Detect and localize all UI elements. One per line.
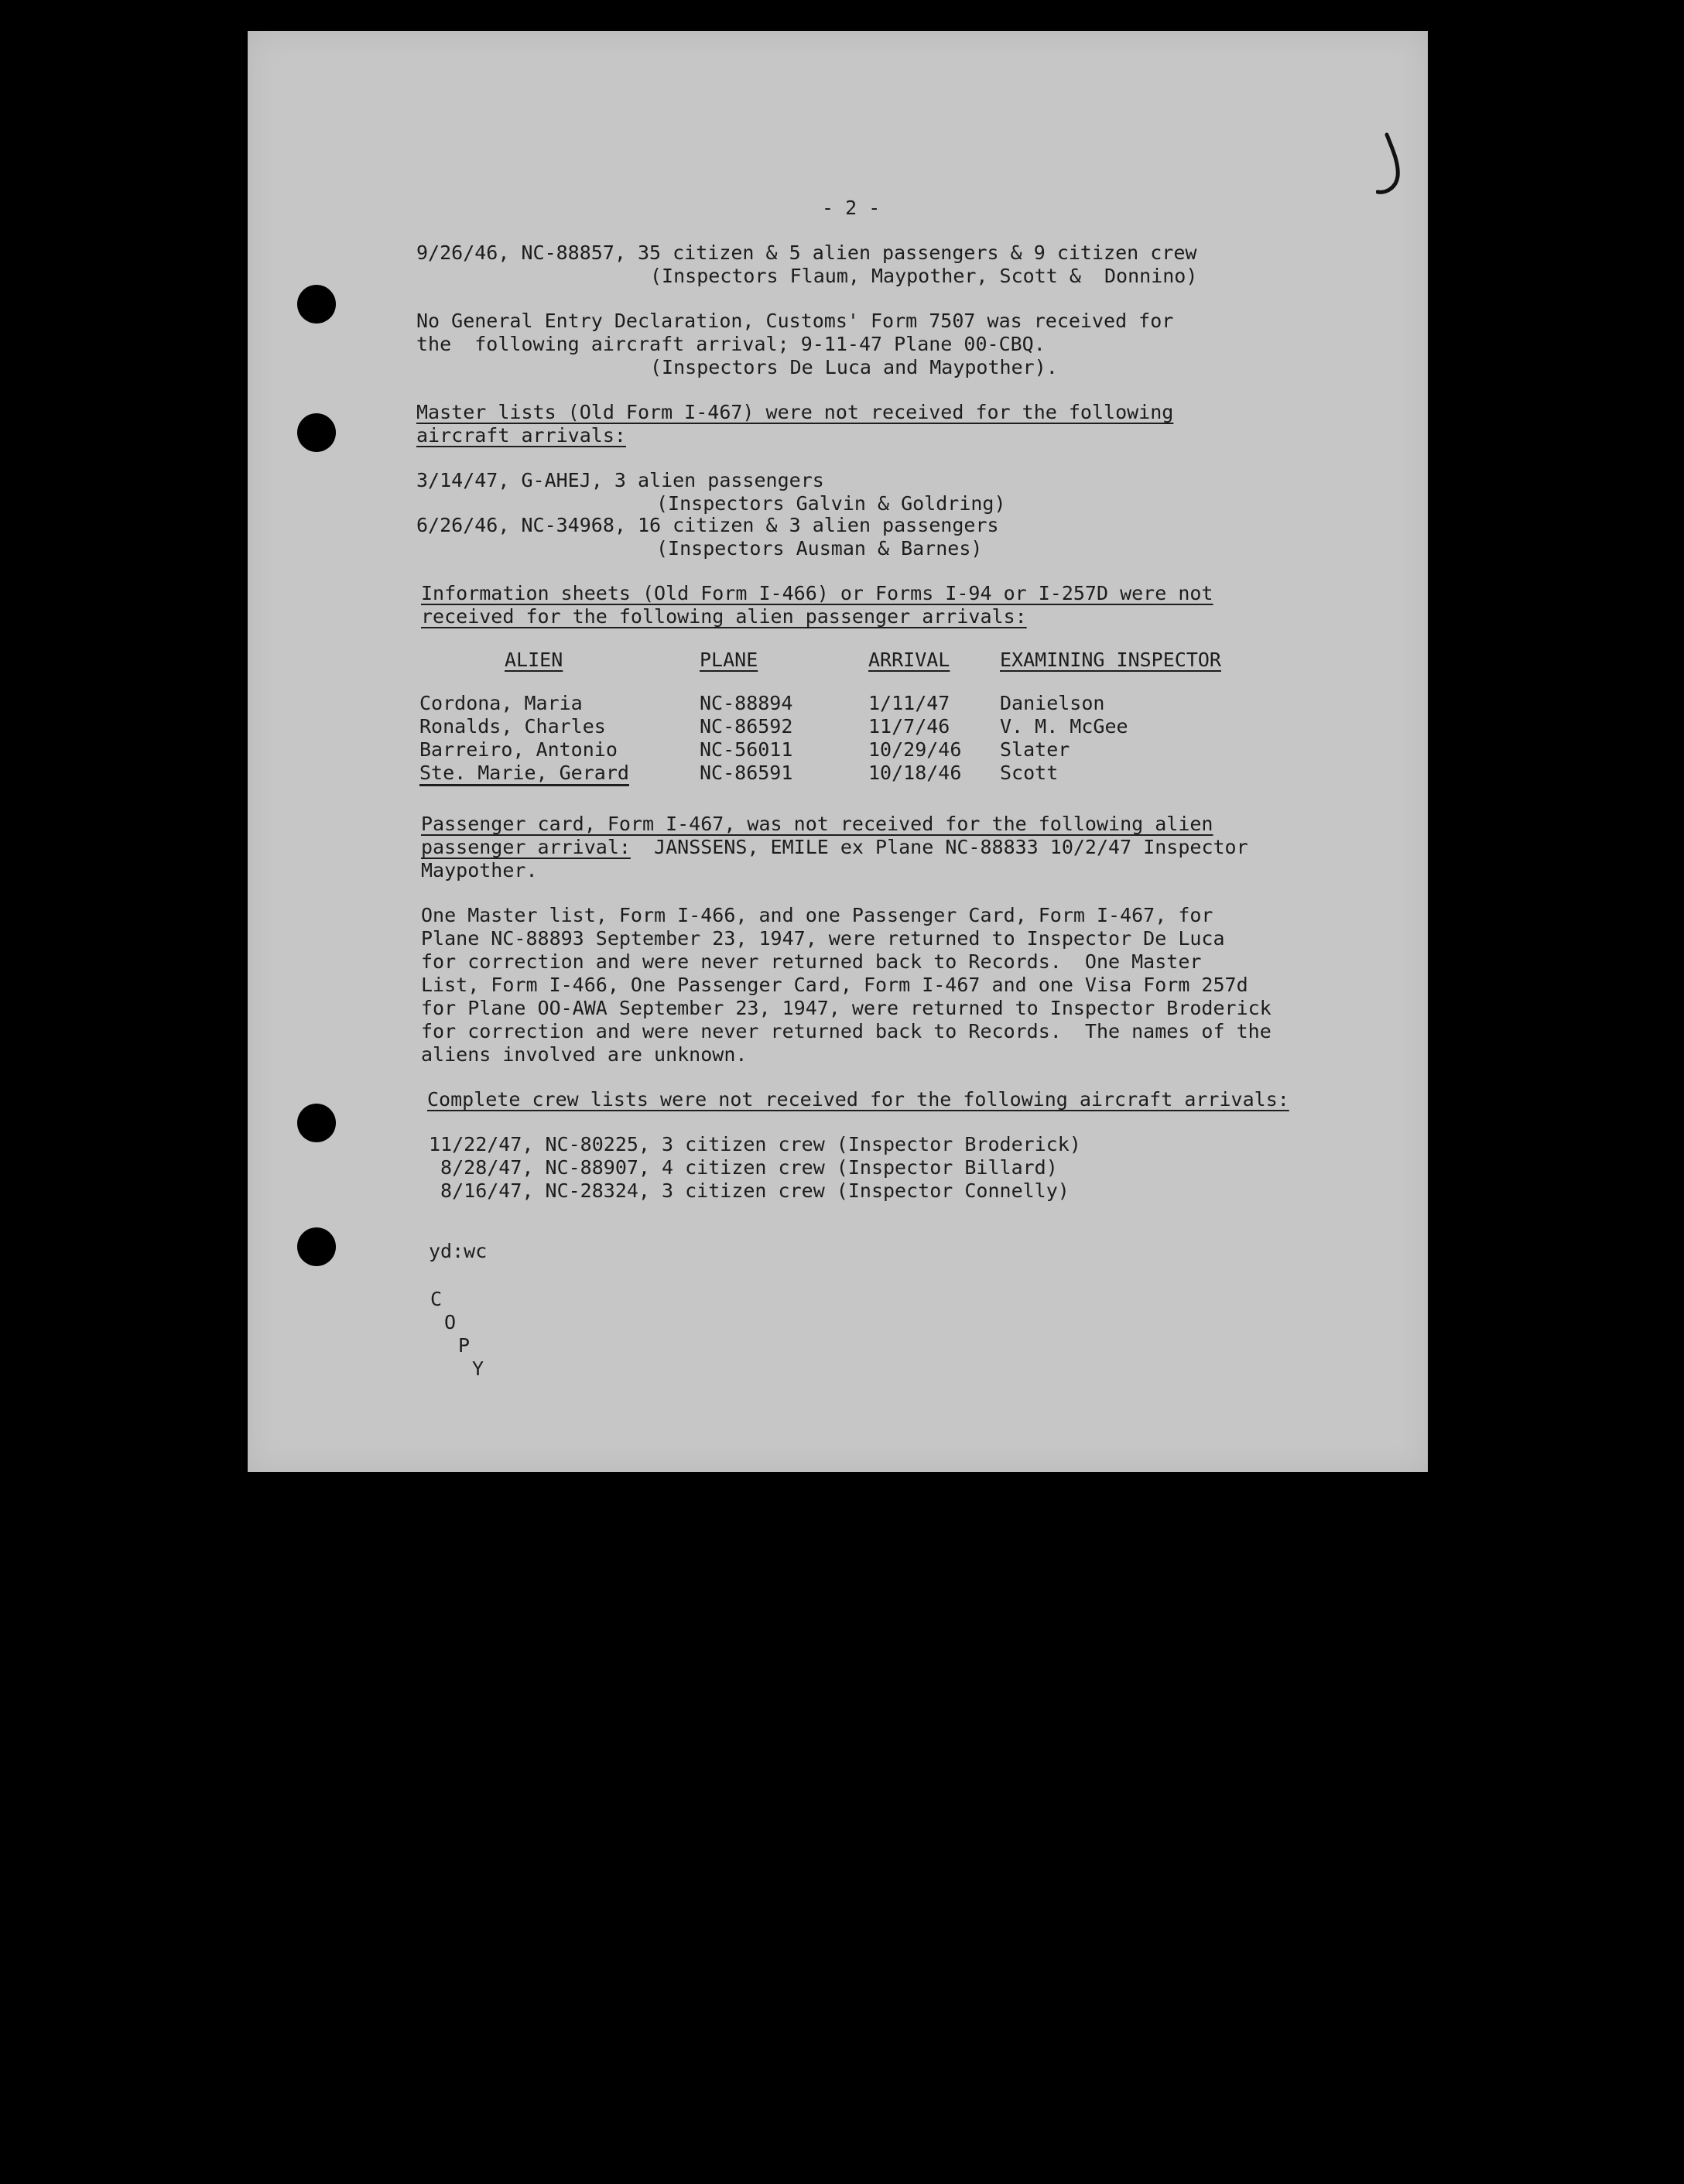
table-cell: NC-88894 [700, 692, 793, 714]
paragraph-line: Plane NC-88893 September 23, 1947, were returned to Inspector De Luca [421, 927, 1225, 950]
section-heading: Complete crew lists were not received for the following aircraft arrivals: [427, 1088, 1289, 1111]
table-cell: 10/29/46 [868, 738, 962, 761]
table-cell: Barreiro, Antonio [419, 738, 618, 761]
paragraph-line: for correction and were never returned back to Records. The names of the [421, 1020, 1272, 1042]
table-row [419, 738, 1248, 762]
pen-check-mark [1376, 132, 1408, 200]
crew-line: 8/28/47, NC-88907, 4 citizen crew (Inspector Billard) [429, 1156, 1058, 1179]
page-number: - 2 - [822, 197, 881, 219]
table-cell: V. M. McGee [1000, 715, 1128, 738]
column-header-inspector: EXAMINING INSPECTOR [1000, 649, 1221, 671]
table-cell: 11/7/46 [868, 715, 950, 738]
binder-hole [297, 1227, 336, 1266]
section-heading: Master lists (Old Form I-467) were not received for the following [416, 401, 1174, 423]
table-cell: NC-56011 [700, 738, 793, 761]
binder-hole [297, 1104, 336, 1142]
table-cell: NC-86592 [700, 715, 793, 738]
paragraph-line: aliens involved are unknown. [421, 1043, 748, 1066]
table-row [419, 715, 1248, 738]
paragraph-line: One Master list, Form I-466, and one Passenger Card, Form I-467, for [421, 904, 1213, 926]
section-heading: Information sheets (Old Form I-466) or Forms I-94 or I-257D were not [421, 582, 1213, 604]
binder-hole [297, 285, 336, 323]
table-cell: Ste. Marie, Gerard [419, 762, 629, 784]
copy-letter: C [430, 1288, 443, 1310]
entry-line: (Inspectors Ausman & Barnes) [656, 537, 983, 560]
column-header-plane: PLANE [700, 649, 758, 671]
copy-letter: P [458, 1334, 471, 1357]
paragraph-line: No General Entry Declaration, Customs' Form 7507 was received for [416, 310, 1174, 332]
entry-line: 6/26/46, NC-34968, 16 citizen & 3 alien passengers [416, 514, 999, 536]
paragraph-line: for Plane OO-AWA September 23, 1947, were returned to Inspector Broderick [421, 997, 1272, 1019]
entry-line: (Inspectors Flaum, Maypother, Scott & Donnino) [650, 265, 1198, 287]
table-cell: Scott [1000, 762, 1059, 784]
alien-arrivals-table [419, 649, 1248, 785]
section-heading: received for the following alien passenger arrivals: [421, 605, 1027, 628]
copy-letter: Y [472, 1357, 484, 1380]
table-cell: Slater [1000, 738, 1070, 761]
entry-line: (Inspectors Galvin & Goldring) [656, 492, 1006, 515]
table-cell: 10/18/46 [868, 762, 962, 784]
crew-line: 8/16/47, NC-28324, 3 citizen crew (Inspector Connelly) [429, 1179, 1070, 1202]
table-header-row [419, 649, 1248, 672]
paragraph-line: for correction and were never returned back to Records. One Master [421, 950, 1202, 973]
section-heading-fragment: passenger arrival: [421, 836, 631, 858]
paragraph-line [421, 836, 1248, 859]
entry-line: 3/14/47, G-AHEJ, 3 alien passengers [416, 469, 824, 491]
table-row [419, 692, 1248, 715]
table-cell: Ronalds, Charles [419, 715, 606, 738]
paragraph-line: Maypother. [421, 859, 538, 881]
paragraph-line: (Inspectors De Luca and Maypother). [650, 356, 1058, 378]
table-cell: Cordona, Maria [419, 692, 583, 714]
table-cell: Danielson [1000, 692, 1105, 714]
column-header-alien: ALIEN [505, 649, 563, 671]
typist-initials: yd:wc [429, 1240, 488, 1262]
table-cell: NC-86591 [700, 762, 793, 784]
paragraph-fragment: JANSSENS, EMILE ex Plane NC-88833 10/2/47 Inspector [630, 836, 1248, 858]
crew-line: 11/22/47, NC-80225, 3 citizen crew (Inspector Broderick) [429, 1133, 1081, 1155]
paragraph-line: List, Form I-466, One Passenger Card, Form I-467 and one Visa Form 257d [421, 974, 1248, 996]
section-heading: Passenger card, Form I-467, was not received for the following alien [421, 813, 1213, 835]
document-page [248, 31, 1428, 1472]
table-cell: 1/11/47 [868, 692, 950, 714]
paragraph-line: the following aircraft arrival; 9-11-47 Plane 00-CBQ. [416, 333, 1046, 355]
section-heading: aircraft arrivals: [416, 424, 626, 447]
entry-line: 9/26/46, NC-88857, 35 citizen & 5 alien passengers & 9 citizen crew [416, 241, 1197, 264]
copy-letter: O [444, 1311, 457, 1333]
binder-hole [297, 413, 336, 452]
table-row [419, 762, 1248, 785]
column-header-arrival: ARRIVAL [868, 649, 950, 671]
